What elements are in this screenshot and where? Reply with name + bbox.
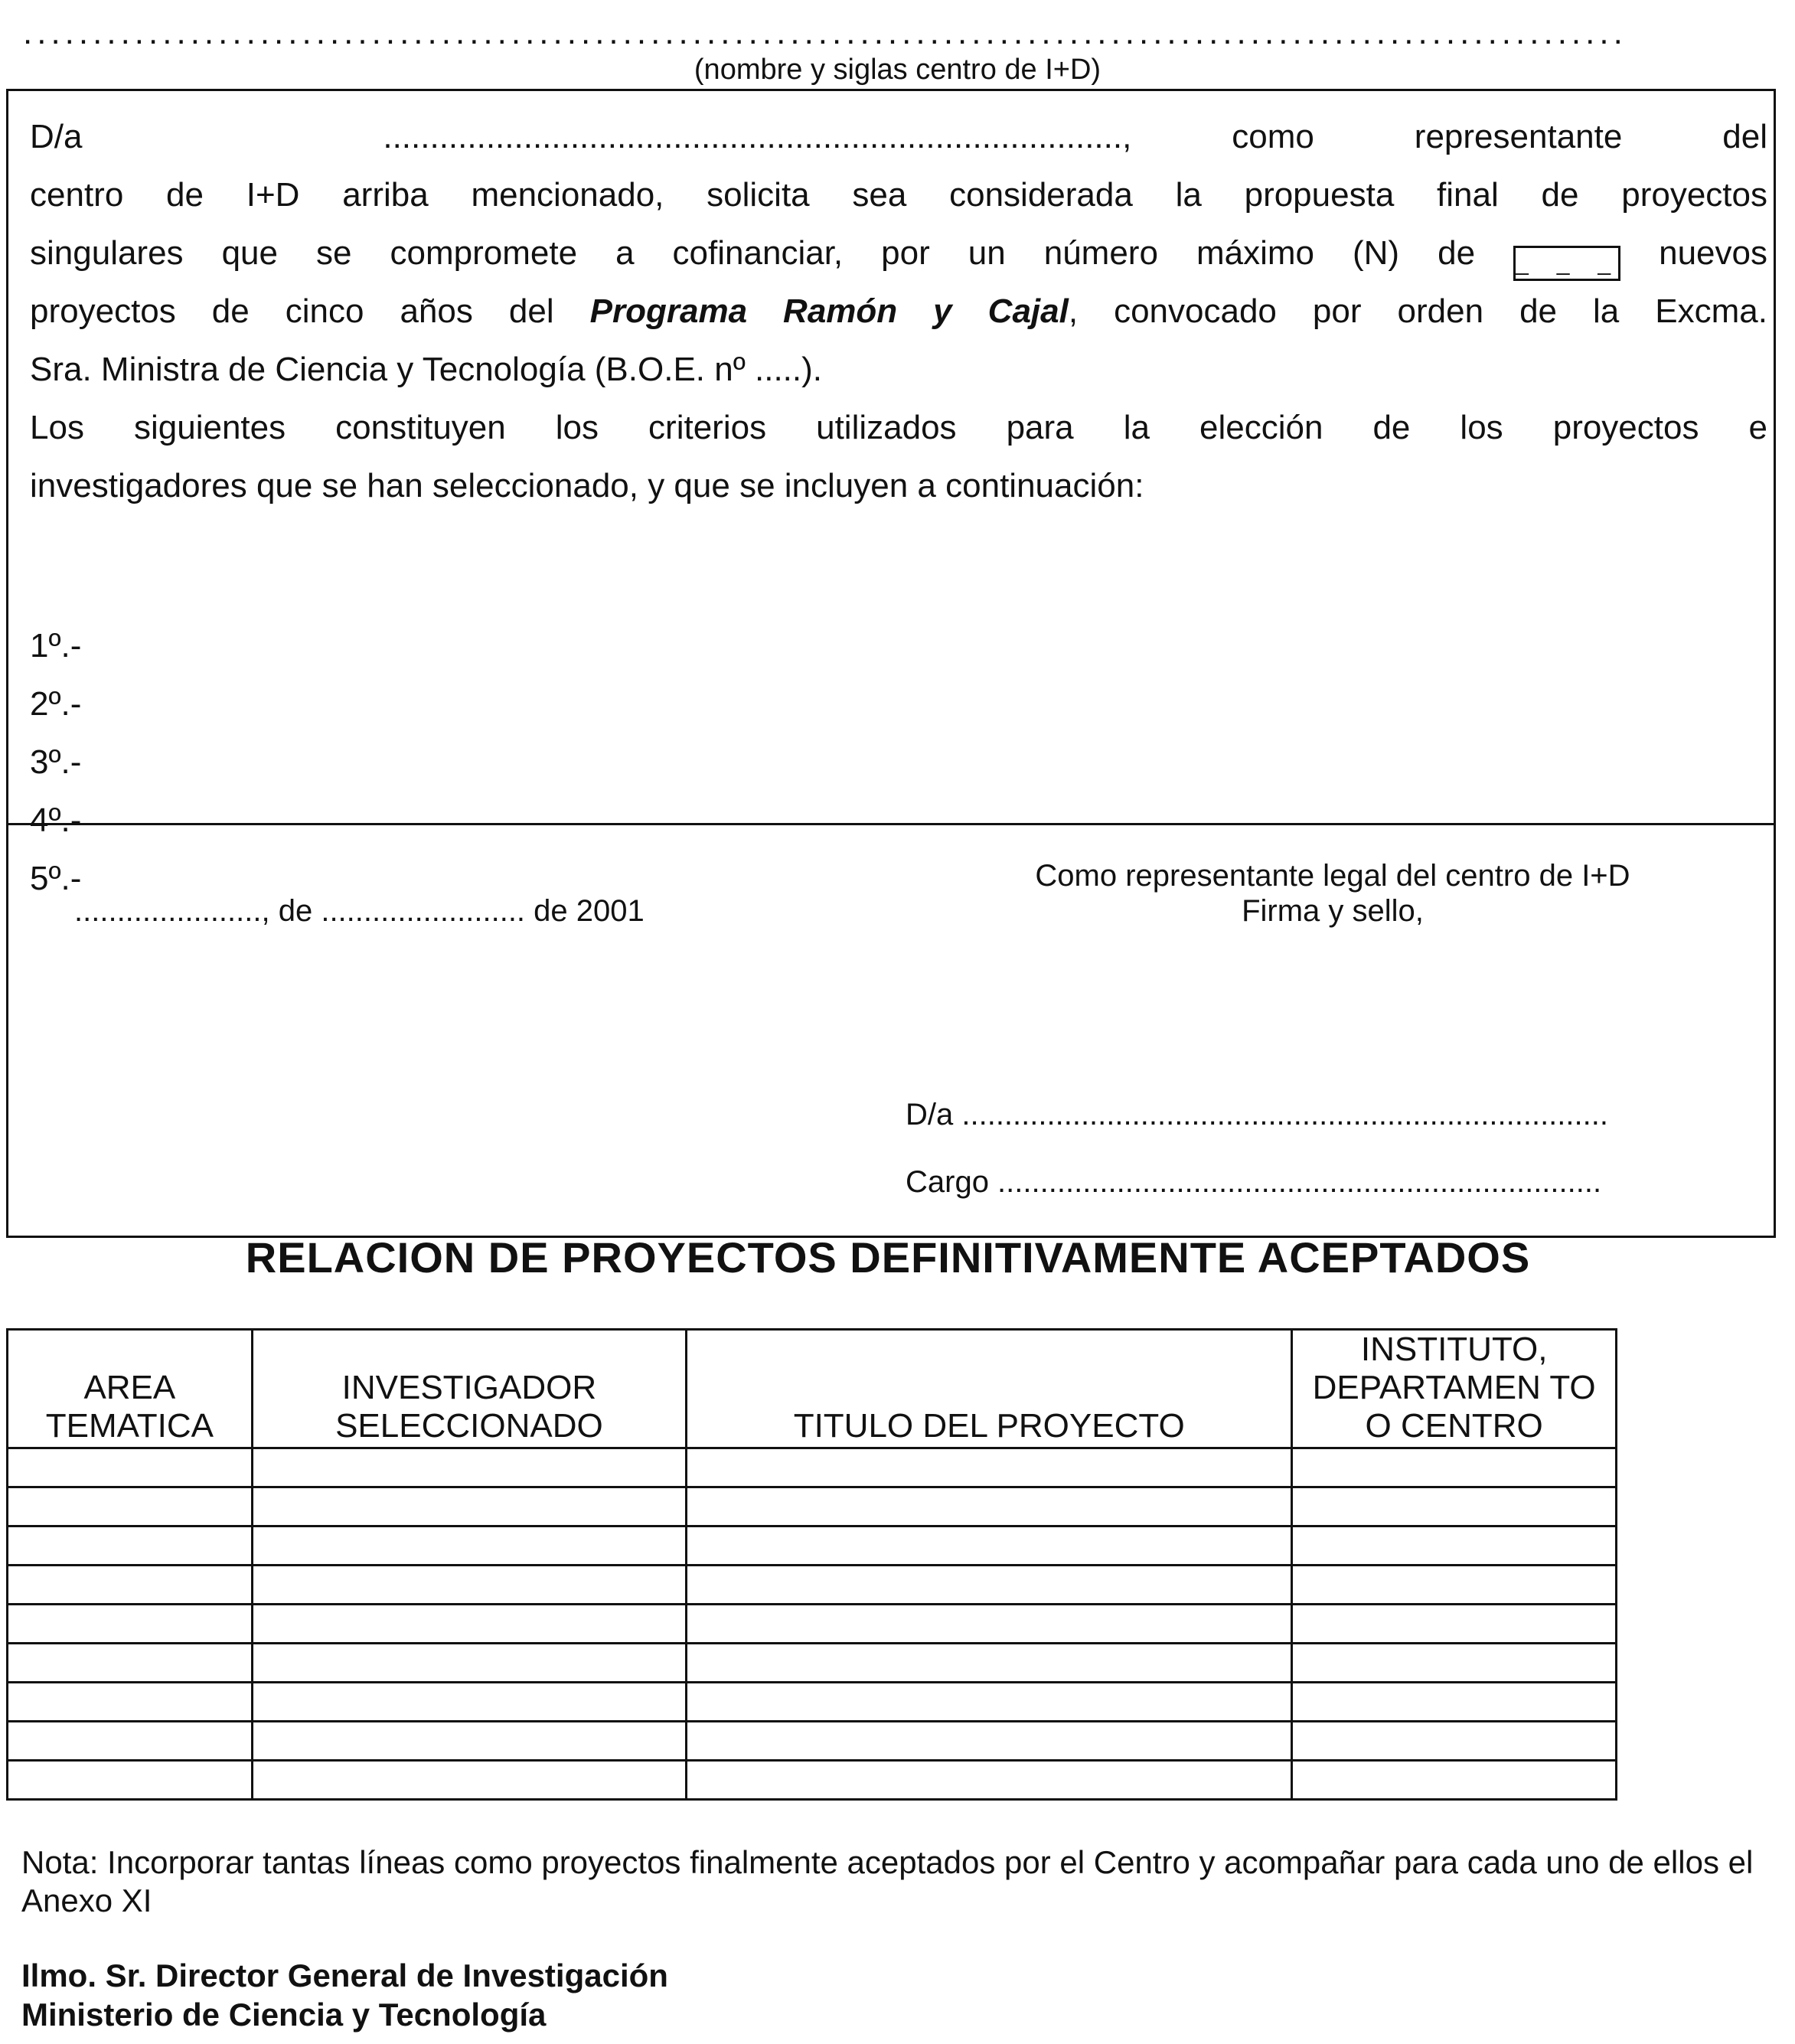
table-cell[interactable] — [1292, 1722, 1617, 1761]
place-date-line: ......................, de ........................ de 2001 — [74, 894, 645, 928]
table-cell[interactable] — [687, 1526, 1292, 1566]
signature-stamp-label: Firma y sello, — [1242, 894, 1424, 928]
criterion-1: 1º.- — [30, 627, 82, 664]
table-row — [8, 1605, 1617, 1644]
table-cell[interactable] — [8, 1761, 253, 1800]
criterion-2: 2º.- — [30, 685, 82, 723]
request-line-5: Sra. Ministra de Ciencia y Tecnología (B.O.E. nº .....). — [30, 351, 823, 388]
table-cell[interactable] — [687, 1448, 1292, 1487]
column-header-researcher: INVESTIGADOR SELECCIONADO — [252, 1330, 686, 1448]
table-cell[interactable] — [1292, 1487, 1617, 1526]
addressee-ministry: Ministerio de Ciencia y Tecnología — [21, 1997, 547, 2033]
request-line-3: singulares que se compromete a cofinanciar, por un número máximo (N) de _ _ _ nuevos — [30, 224, 1767, 282]
table-cell[interactable] — [8, 1566, 253, 1605]
legal-representative-label: Como representante legal del centro de I+D — [1035, 859, 1630, 893]
max-projects-box: _ _ _ — [1513, 246, 1620, 281]
table-cell[interactable] — [252, 1722, 686, 1761]
table-cell[interactable] — [1292, 1761, 1617, 1800]
table-cell[interactable] — [252, 1761, 686, 1800]
table-cell[interactable] — [1292, 1605, 1617, 1644]
table-row — [8, 1448, 1617, 1487]
table-cell[interactable] — [8, 1448, 253, 1487]
table-row — [8, 1566, 1617, 1605]
table-cell[interactable] — [687, 1487, 1292, 1526]
table-cell[interactable] — [687, 1722, 1292, 1761]
table-cell[interactable] — [252, 1566, 686, 1605]
table-cell[interactable] — [8, 1526, 253, 1566]
table-cell[interactable] — [8, 1644, 253, 1683]
table-row — [8, 1644, 1617, 1683]
center-name-dotted-line: ................................................................................................................... — [23, 14, 1627, 51]
table-cell[interactable] — [252, 1526, 686, 1566]
signer-position-line: Cargo ....................................................................... — [906, 1165, 1602, 1199]
table-row — [8, 1683, 1617, 1722]
table-row — [8, 1526, 1617, 1566]
table-cell[interactable] — [687, 1761, 1292, 1800]
table-row — [8, 1487, 1617, 1526]
table-cell[interactable] — [252, 1605, 686, 1644]
addressee-title: Ilmo. Sr. Director General de Investigación — [21, 1957, 668, 1993]
table-cell[interactable] — [8, 1683, 253, 1722]
table-cell[interactable] — [687, 1644, 1292, 1683]
table-cell[interactable] — [1292, 1683, 1617, 1722]
table-cell[interactable] — [1292, 1566, 1617, 1605]
table-header-row — [8, 1330, 1617, 1448]
table-cell[interactable] — [252, 1487, 686, 1526]
column-header-institute: INSTITUTO, DEPARTAMEN TO O CENTRO — [1292, 1330, 1617, 1448]
request-paragraph — [30, 108, 1767, 515]
column-header-area: AREA TEMATICA — [8, 1330, 253, 1448]
criterion-5: 5º.- — [30, 860, 82, 897]
column-header-project-title: TITULO DEL PROYECTO — [687, 1330, 1292, 1448]
table-cell[interactable] — [687, 1566, 1292, 1605]
accepted-projects-table — [6, 1328, 1617, 1801]
table-cell[interactable] — [252, 1683, 686, 1722]
table-cell[interactable] — [252, 1644, 686, 1683]
request-line-6: Los siguientes constituyen los criterios utilizados para la elección de los proyectos e — [30, 409, 1767, 446]
request-line-2: centro de I+D arriba mencionado, solicita sea considerada la propuesta final de proyectos — [30, 176, 1767, 214]
signer-name-line: D/a ............................................................................ — [906, 1098, 1608, 1131]
criterion-4: 4º.- — [30, 802, 82, 839]
request-line-4: proyectos de cinco años del Programa Ramón y Cajal, convocado por orden de la Excma. — [30, 292, 1767, 330]
table-cell[interactable] — [1292, 1448, 1617, 1487]
table-row — [8, 1761, 1617, 1800]
table-cell[interactable] — [687, 1683, 1292, 1722]
table-cell[interactable] — [687, 1605, 1292, 1644]
relation-title: RELACION DE PROYECTOS DEFINITIVAMENTE ACEPTADOS — [245, 1233, 1531, 1282]
representative-name-dots: ..............................................................................., — [383, 118, 1132, 155]
table-cell[interactable] — [1292, 1644, 1617, 1683]
signature-section — [6, 823, 1776, 1238]
request-line-1: D/a ..............................................................................., como representante del — [30, 118, 1767, 155]
instructions-note: Nota: Incorporar tantas líneas como proyectos finalmente aceptados por el Centro y acompañar para cada uno de ellos el Anexo XI — [21, 1844, 1754, 1918]
table-row — [8, 1722, 1617, 1761]
criterion-3: 3º.- — [30, 743, 82, 781]
request-line-7: investigadores que se han seleccionado, y que se incluyen a continuación: — [30, 467, 1144, 504]
table-cell[interactable] — [8, 1722, 253, 1761]
table-cell[interactable] — [252, 1448, 686, 1487]
table-cell[interactable] — [1292, 1526, 1617, 1566]
table-cell[interactable] — [8, 1487, 253, 1526]
program-name: Programa Ramón y Cajal — [589, 292, 1069, 330]
center-name-caption: (nombre y siglas centro de I+D) — [694, 54, 1101, 86]
table-cell[interactable] — [8, 1605, 253, 1644]
